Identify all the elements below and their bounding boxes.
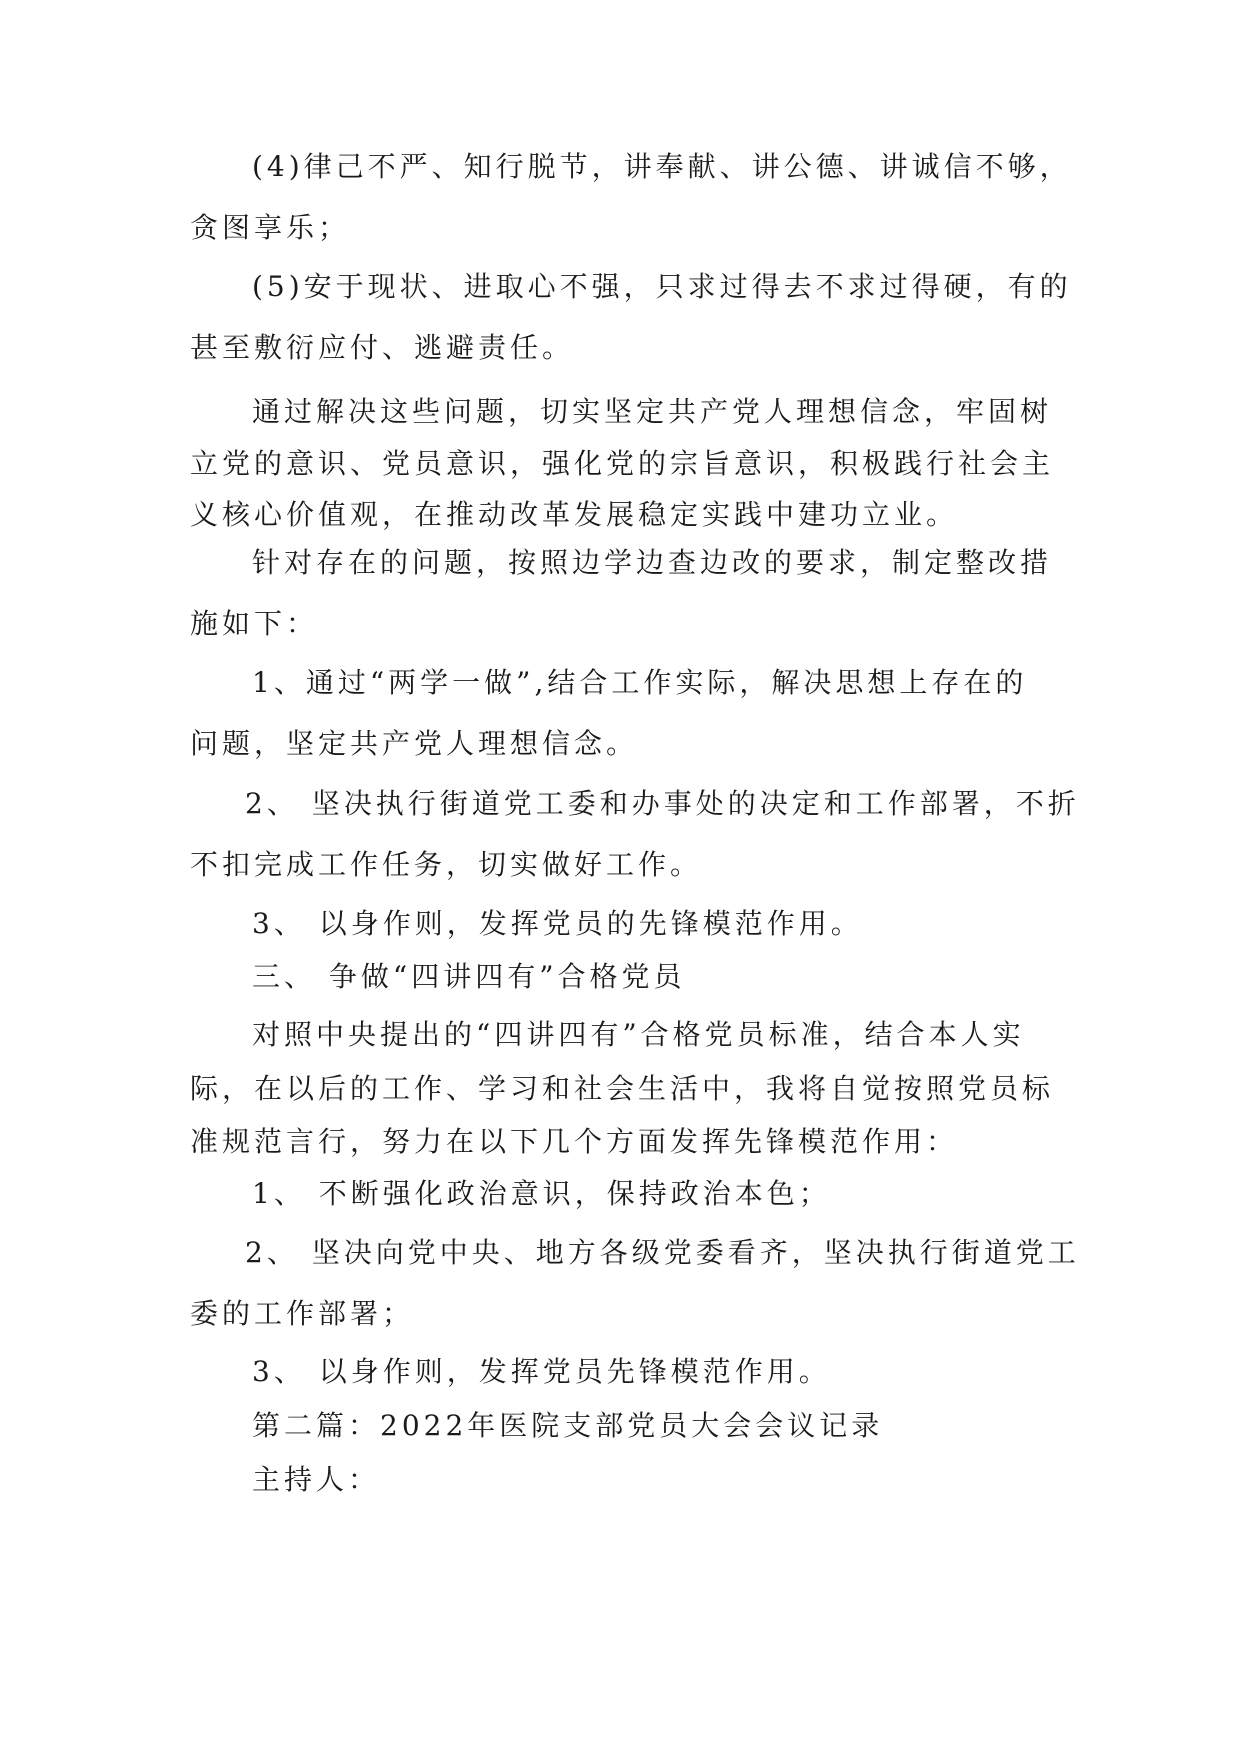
text-line: 对照中央提出的“四讲四有”合格党员标准，结合本人实 (252, 1018, 1025, 1051)
text-line: 甚至敷衍应付、逃避责任。 (190, 331, 575, 364)
text-line: 三、 争做“四讲四有”合格党员 (252, 960, 686, 993)
text-line: 1、通过“两学一做”,结合工作实际，解决思想上存在的 (252, 666, 1028, 699)
text-line: 准规范言行，努力在以下几个方面发挥先锋模范作用： (190, 1125, 959, 1158)
text-line: 委的工作部署； (190, 1297, 415, 1330)
text-line: 通过解决这些问题，切实坚定共产党人理想信念，牢固树 (252, 395, 1053, 428)
text-line: 立党的意识、党员意识，强化党的宗旨意识，积极践行社会主 (190, 447, 1055, 480)
text-line: 2、 坚决向党中央、地方各级党委看齐，坚决执行街道党工 (245, 1236, 1080, 1269)
text-line: 2、 坚决执行街道党工委和办事处的决定和工作部署，不折 (245, 787, 1080, 820)
text-line: 针对存在的问题，按照边学边查边改的要求，制定整改措 (252, 546, 1053, 579)
text-line: 问题，坚定共产党人理想信念。 (190, 727, 639, 760)
text-line: (4)律己不严、知行脱节，讲奉献、讲公德、讲诚信不够， (252, 150, 1072, 183)
text-line: 不扣完成工作任务，切实做好工作。 (190, 848, 703, 881)
text-line: 贪图享乐； (190, 211, 351, 244)
text-line: 1、 不断强化政治意识，保持政治本色； (252, 1177, 831, 1210)
text-line: 施如下： (190, 607, 319, 640)
text-line: (5)安于现状、进取心不强，只求过得去不求过得硬，有的 (252, 270, 1072, 303)
text-line: 主持人： (252, 1463, 381, 1496)
text-line: 第二篇：2022年医院支部党员大会会议记录 (252, 1409, 884, 1442)
text-line: 义核心价值观，在推动改革发展稳定实践中建功立业。 (190, 498, 959, 531)
text-line: 际，在以后的工作、学习和社会生活中，我将自觉按照党员标 (190, 1072, 1055, 1105)
text-line: 3、 以身作则，发挥党员先锋模范作用。 (252, 1355, 831, 1388)
text-line: 3、 以身作则，发挥党员的先锋模范作用。 (252, 907, 863, 940)
